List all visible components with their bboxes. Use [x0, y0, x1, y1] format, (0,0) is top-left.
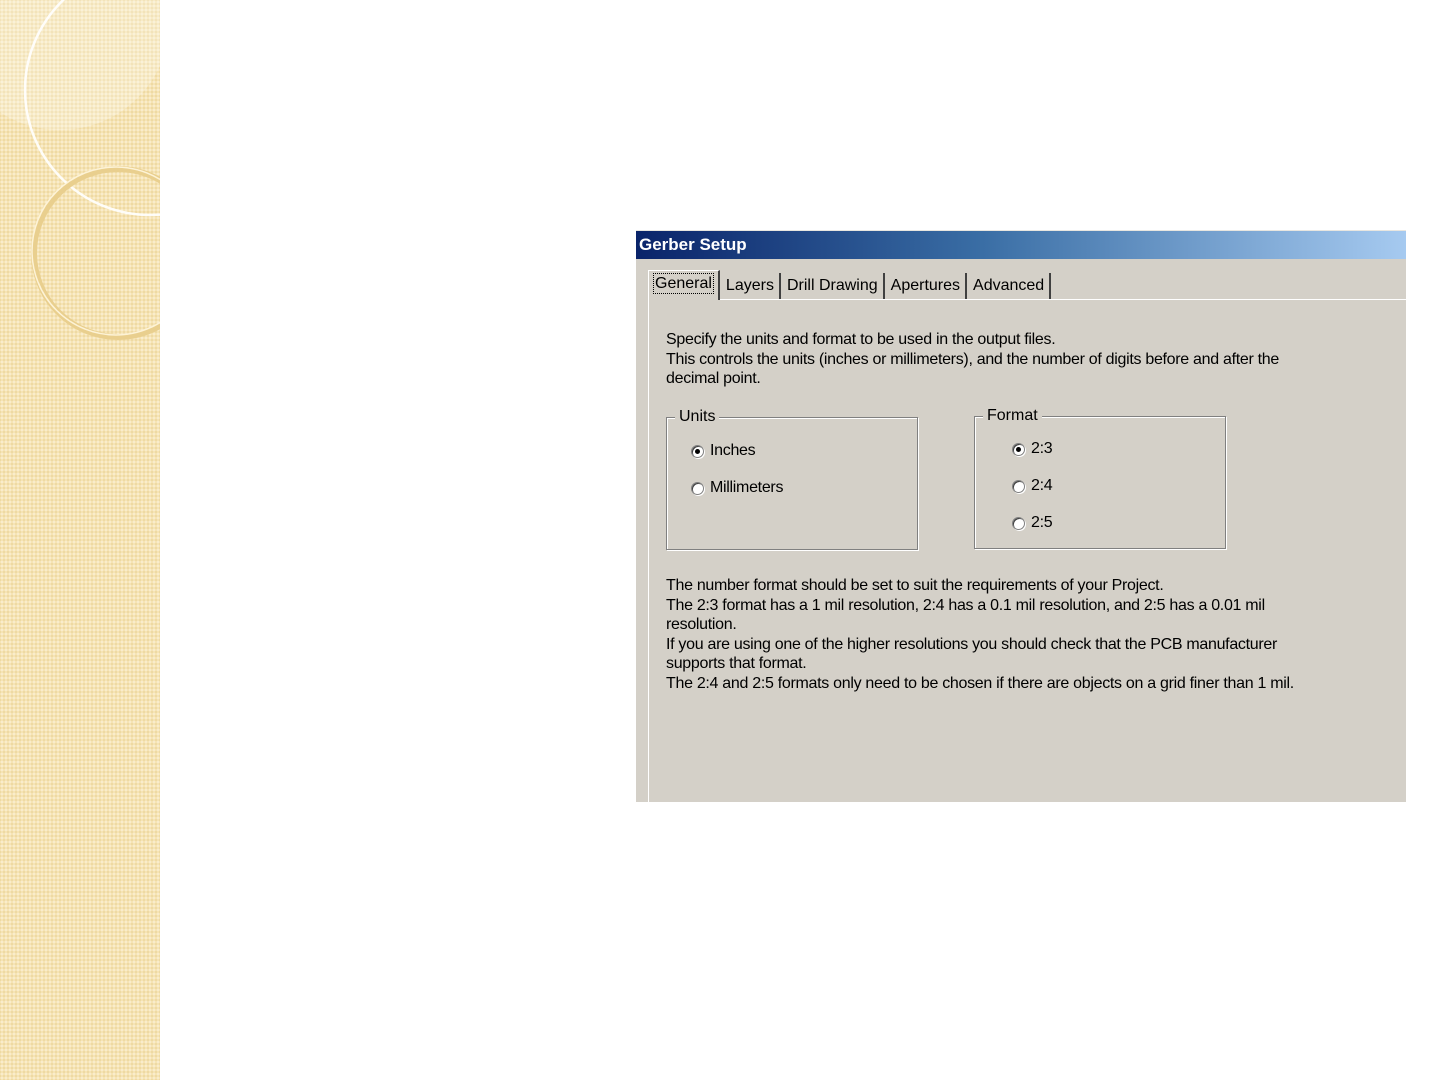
- tab-advanced[interactable]: Advanced: [969, 273, 1051, 300]
- note-line: The number format should be set to suit the requirements of your Project.: [666, 577, 1164, 594]
- note-line: If you are using one of the higher resolutions you should check that the PCB manufacturer supports that format.: [666, 635, 1278, 672]
- tab-drill-drawing[interactable]: Drill Drawing: [783, 273, 885, 300]
- inches-label: Inches: [710, 442, 756, 459]
- radio-checked-icon[interactable]: [1012, 443, 1025, 456]
- radio-checked-icon[interactable]: [691, 445, 704, 458]
- notes-text: [666, 576, 1316, 693]
- radio-unchecked-icon[interactable]: [1012, 517, 1025, 530]
- format-2-3-radio[interactable]: [1012, 440, 1052, 458]
- radio-unchecked-icon[interactable]: [691, 482, 704, 495]
- intro-line: This controls the units (inches or millimeters), and the number of digits before and after the decimal point.: [666, 350, 1279, 387]
- tab-layers[interactable]: Layers: [722, 273, 781, 300]
- tab-general[interactable]: General: [648, 270, 720, 300]
- dialog-title: Gerber Setup: [636, 231, 1406, 259]
- format-2-3-label: 2:3: [1031, 440, 1053, 457]
- tab-strip: [648, 272, 1053, 300]
- gerber-setup-dialog: [636, 230, 1406, 802]
- decorative-side-strip: [0, 0, 160, 1080]
- units-groupbox: [666, 408, 918, 550]
- note-line: The 2:3 format has a 1 mil resolution, 2:4 has a 0.1 mil resolution, and 2:5 has a 0.01 mil resolution.: [666, 596, 1265, 633]
- format-2-4-label: 2:4: [1031, 477, 1053, 494]
- millimeters-label: Millimeters: [710, 479, 784, 496]
- format-2-4-radio[interactable]: [1012, 477, 1052, 495]
- radio-unchecked-icon[interactable]: [1012, 480, 1025, 493]
- millimeters-radio[interactable]: [691, 479, 783, 497]
- units-group-label: Units: [675, 407, 719, 427]
- intro-text: [666, 330, 1316, 389]
- format-groupbox: [974, 407, 1226, 549]
- inches-radio[interactable]: [691, 442, 755, 460]
- tab-apertures[interactable]: Apertures: [887, 273, 967, 300]
- format-group-label: Format: [983, 406, 1042, 426]
- note-line: The 2:4 and 2:5 formats only need to be chosen if there are objects on a grid finer than 1 mil.: [666, 674, 1294, 692]
- format-2-5-label: 2:5: [1031, 514, 1053, 531]
- intro-line: Specify the units and format to be used in the output files.: [666, 331, 1056, 348]
- format-2-5-radio[interactable]: [1012, 514, 1052, 532]
- decorative-circles: [0, 0, 160, 1080]
